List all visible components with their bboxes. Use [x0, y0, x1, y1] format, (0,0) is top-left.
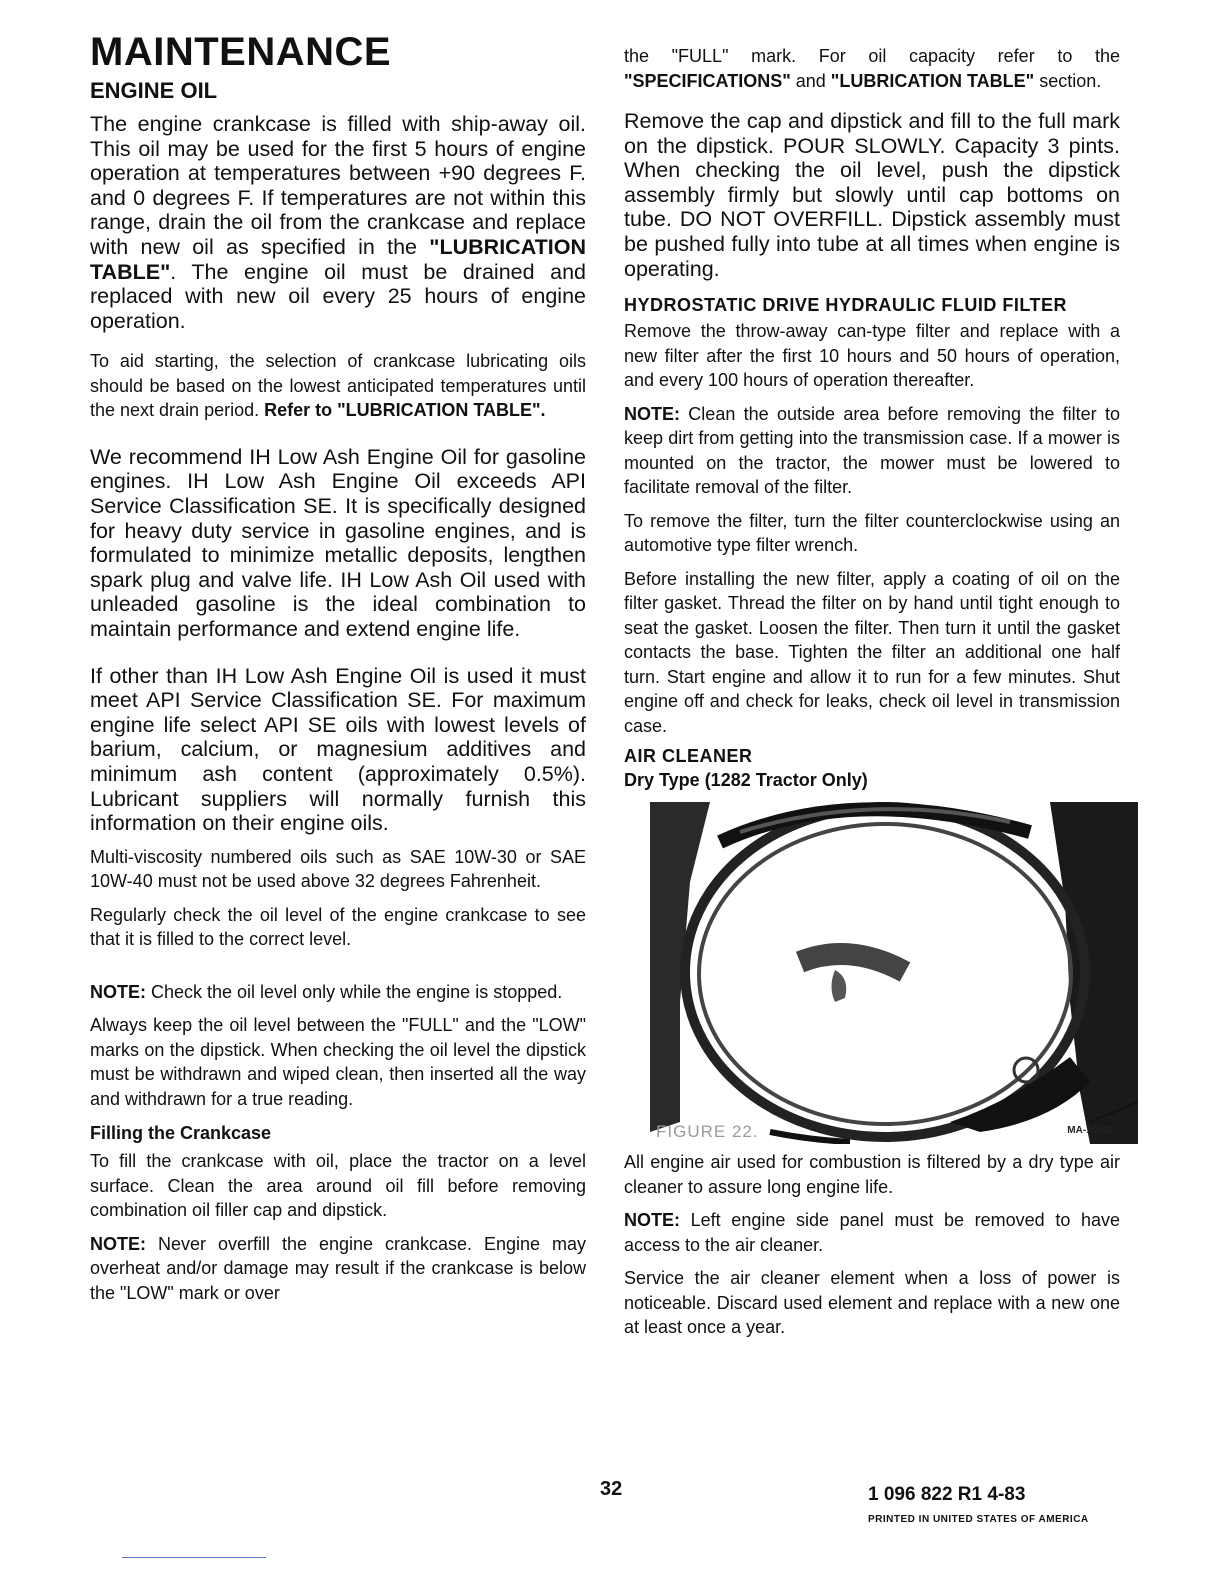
bold-run: "LUBRICATION TABLE"	[90, 234, 586, 284]
paragraph-engine-air: All engine air used for combustion is filtered by a dry type air cleaner to assure long engine life.	[624, 1152, 1120, 1197]
bold-run: "LUBRICATION TABLE"	[830, 70, 1035, 91]
paragraph-install-filter: Before installing the new filter, apply a coating of oil on the filter gasket. Thread the filter on by hand until tight enough to seat the gasket. Loosen the filter. Then turn it until the gasket contacts the base. Tighten the filter an additional one half turn. Start engine and allow it to run for a few minutes. Shut engine off and check for leaks, check oil level in transmission case.	[624, 568, 1120, 736]
subheading-dry-type: Dry Type (1282 Tractor Only)	[624, 770, 868, 791]
heading-hydrostatic-filter: HYDROSTATIC DRIVE HYDRAULIC FLUID FILTER	[624, 295, 1067, 316]
text-run: Never overfill the engine crankcase. Engine may overheat and/or damage may result if the crankcase is below the "LOW" mark or over	[90, 1233, 586, 1303]
note-check-stopped	[90, 980, 586, 1005]
text-run: section.	[1034, 70, 1102, 91]
left-column	[90, 30, 586, 1305]
text-run: Check the oil level only while the engine is stopped.	[146, 981, 563, 1002]
section-heading-engine-oil: ENGINE OIL	[90, 78, 218, 103]
paragraph-multi-viscosity: Multi-viscosity numbered oils such as SAE 10W-30 or SAE 10W-40 must not be used above 32 degrees Fahrenheit.	[90, 846, 586, 892]
bold-run: "SPECIFICATIONS"	[624, 70, 791, 91]
paragraph-aid-starting	[90, 349, 586, 423]
paragraph-remove-filter: To remove the filter, turn the filter counterclockwise using an automotive type filter wrench.	[624, 510, 1120, 556]
text-run: To aid starting, the selection of crankcase lubricating oils should be based on the lowest anticipated temperatures until the next drain period.	[90, 351, 586, 421]
figure-caption: FIGURE 22.	[656, 1122, 759, 1142]
text-run: Clean the outside area before removing the filter to keep dirt from getting into the transmission case. If a mower is mounted on the tractor, the mower must be lowered to facilitate removal of the filter.	[624, 403, 1120, 498]
figure-code: MA-10202	[1067, 1125, 1114, 1137]
bold-run: Refer to "LUBRICATION TABLE".	[264, 400, 546, 421]
paragraph-full-mark	[624, 44, 1120, 93]
paragraph-keep-level: Always keep the oil level between the "FULL" and the "LOW" marks on the dipstick. When checking the oil level the dipstick must be withdrawn and wiped clean, then inserted all the way and withdrawn for a true reading.	[90, 1015, 586, 1109]
note-label: NOTE:	[90, 1233, 146, 1254]
right-column	[624, 44, 1120, 1340]
note-clean-outside	[624, 402, 1120, 500]
paragraph-other-oil: If other than IH Low Ash Engine Oil is used it must meet API Service Classification SE. For maximum engine life select API SE oils with lowest levels of barium, calcium, or magnesium additives and minimum ash content (approximately 0.5%). Lubricant suppliers will normally furnish this information on their engine oils.	[90, 663, 586, 836]
bottom-rule	[122, 1557, 266, 1558]
printed-in-notice: PRINTED IN UNITED STATES OF AMERICA	[868, 1514, 1089, 1525]
text-run: . The engine oil must be drained and replaced with new oil every 25 hours of engine operation.	[90, 259, 586, 333]
figure-22-air-cleaner-photo	[650, 802, 1138, 1144]
paragraph-check-level: Regularly check the oil level of the engine crankcase to see that it is filled to the correct level.	[90, 904, 586, 950]
page-number: 32	[600, 1478, 623, 1500]
paragraph-service-element: Service the air cleaner element when a loss of power is noticeable. Discard used element and replace with a new one at least once a year.	[624, 1268, 1120, 1338]
subheading-filling-crankcase: Filling the Crankcase	[90, 1123, 272, 1144]
text-run: Left engine side panel must be removed to have access to the air cleaner.	[624, 1210, 1120, 1255]
air-cleaner-illustration	[650, 802, 1138, 1144]
document-code: 1 096 822 R1 4-83	[868, 1484, 1026, 1505]
paragraph-ship-away-oil	[90, 112, 586, 333]
page-title: MAINTENANCE	[90, 30, 392, 74]
paragraph-fill-crankcase: To fill the crankcase with oil, place the tractor on a level surface. Clean the area around oil fill before removing combination oil filler cap and dipstick.	[90, 1151, 586, 1221]
paragraph-low-ash-oil: We recommend IH Low Ash Engine Oil for gasoline engines. IH Low Ash Engine Oil exceeds API Service Classification SE. It is specifically designed for heavy duty service in gasoline engines, and is formulated to minimize metallic deposits, lengthen spark plug and valve life. IH Low Ash Oil used with unleaded gasoline is the ideal combination to maintain performance and extend engine life.	[90, 444, 586, 641]
paragraph-remove-cap: Remove the cap and dipstick and fill to the full mark on the dipstick. POUR SLOWLY. Capacity 3 pints. When checking the oil level, push the dipstick assembly firmly but slowly until cap bottoms on tube. DO NOT OVERFILL. Dipstick assembly must be pushed fully into tube at all times when engine is operating.	[624, 109, 1120, 281]
note-never-overfill	[90, 1232, 586, 1306]
note-label: NOTE:	[90, 981, 146, 1002]
note-side-panel	[624, 1208, 1120, 1257]
note-label: NOTE:	[624, 403, 680, 424]
text-run: the "FULL" mark. For oil capacity refer to the	[624, 46, 1120, 66]
heading-air-cleaner: AIR CLEANER	[624, 746, 753, 767]
paragraph-replace-filter: Remove the throw-away can-type filter and replace with a new filter after the first 10 hours and 50 hours of operation, and every 100 hours of operation thereafter.	[624, 321, 1120, 391]
text-run: The engine crankcase is filled with ship-away oil. This oil may be used for the first 5 hours of engine operation at temperatures between +90 degrees F. and 0 degrees F. If temperatures are not within this range, drain the oil from the crankcase and replace with new oil as specified in the	[90, 112, 586, 259]
text-run: and	[790, 70, 831, 91]
note-label: NOTE:	[624, 1210, 680, 1231]
